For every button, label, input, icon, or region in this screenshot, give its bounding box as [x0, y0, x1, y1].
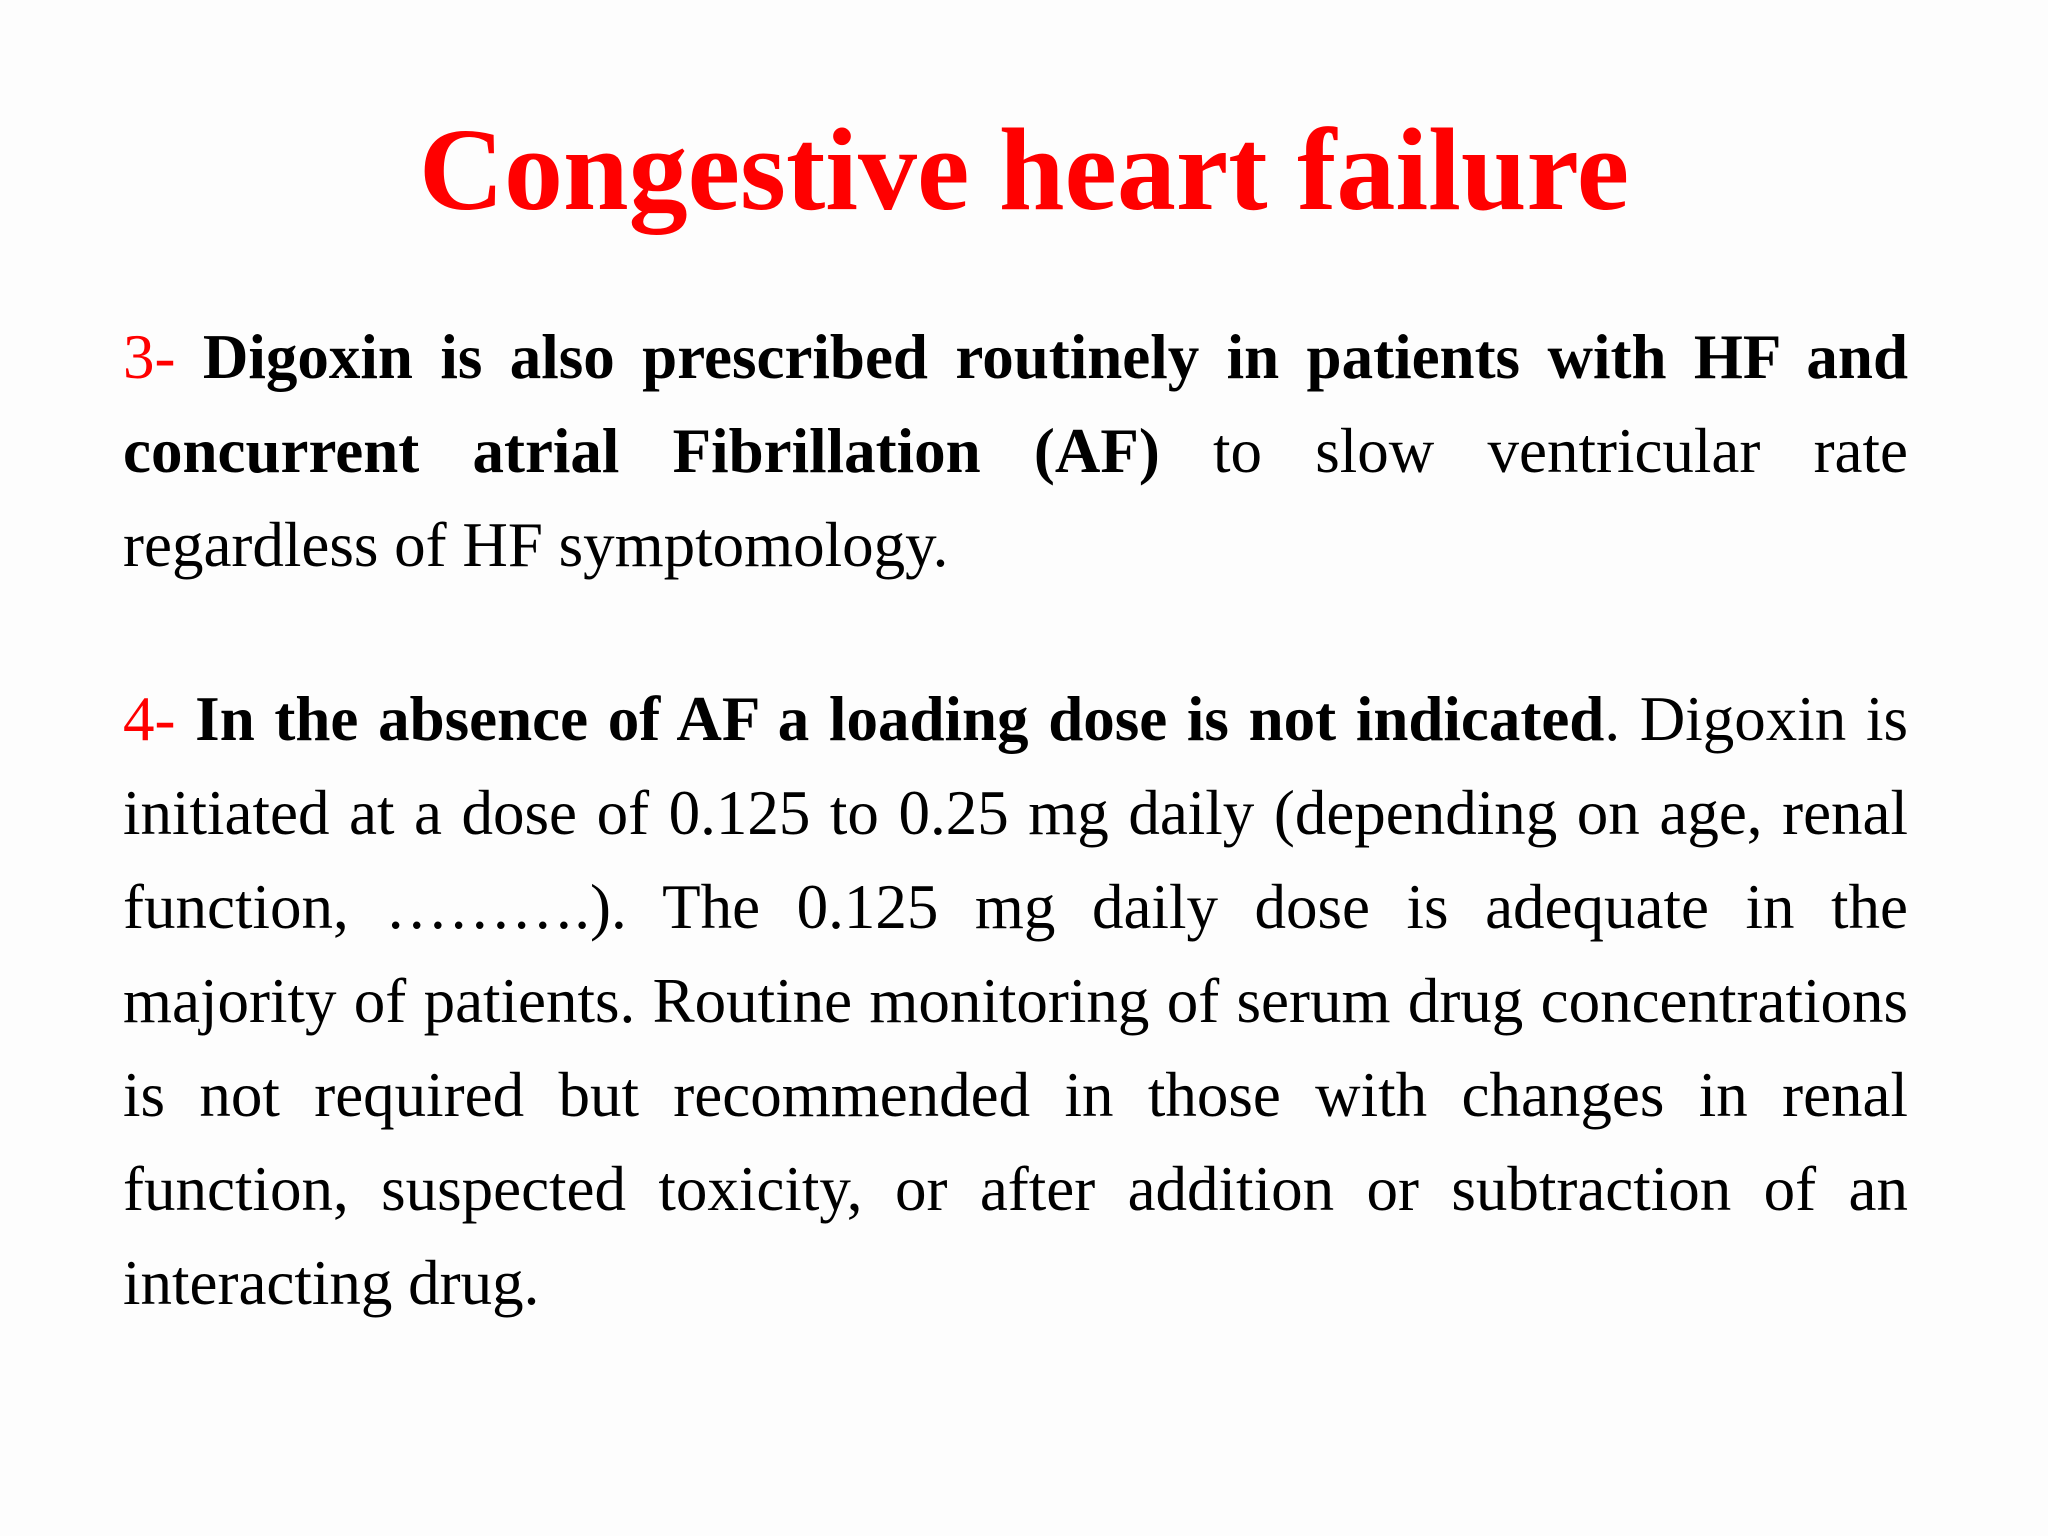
point-text: . Digoxin is initiated at a dose of 0.125 to 0.25 mg daily (depending on age, renal function, ……….). The 0.125 mg daily dose is adequate in the majority of patients. Routine monitoring of serum drug concentrations is not required but recommended in those with changes in renal function, suspected toxicity, or after addition or subtraction of an interacting drug. — [123, 684, 1908, 1318]
point-3 — [123, 310, 1908, 592]
point-number: 3- — [123, 322, 176, 392]
point-text: to slow ventricular rate regardless of HF symptomology. — [123, 416, 1908, 580]
point-bold-text: Digoxin is also prescribed routinely in patients with HF and concurrent atrial Fibrillation (AF) — [123, 322, 1908, 486]
slide-title: Congestive heart failure — [418, 104, 1630, 235]
point-bold-text: In the absence of AF a loading dose is not indicated — [195, 684, 1605, 754]
point-number: 4- — [123, 684, 176, 754]
point-4 — [123, 672, 1908, 1330]
